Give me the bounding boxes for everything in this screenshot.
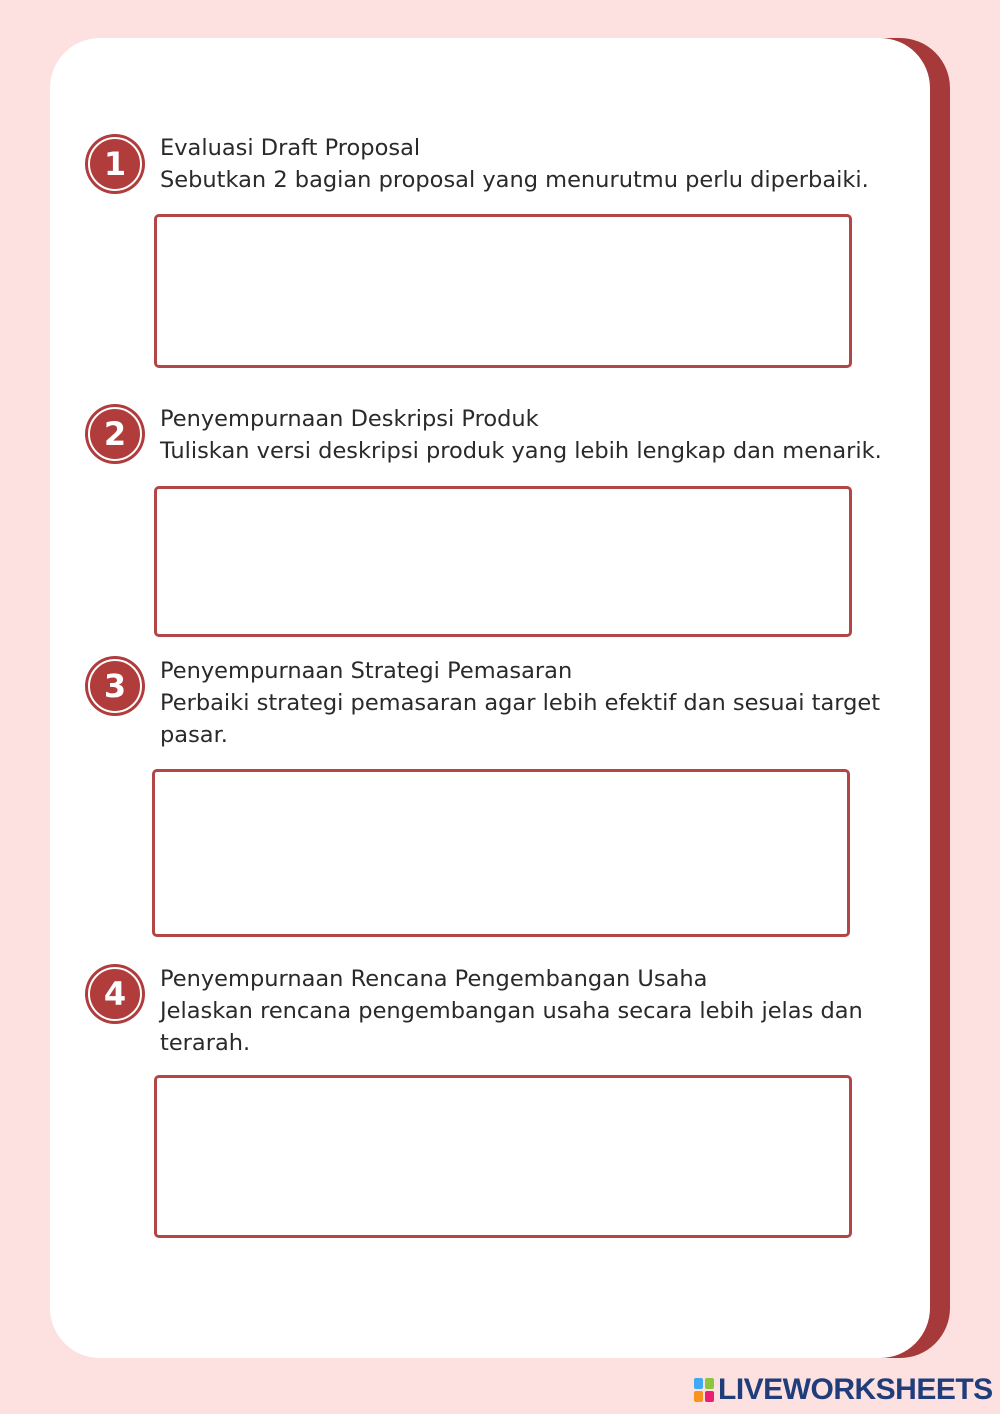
footer-logo[interactable]: [694, 1372, 993, 1408]
question-title: Evaluasi Draft Proposal: [160, 135, 421, 161]
answer-box-4[interactable]: [154, 1075, 852, 1238]
question-number: 4: [103, 975, 127, 1013]
brand-name: LIVEWORKSHEETS: [718, 1373, 993, 1406]
question-text: [160, 132, 920, 196]
question-text: [160, 655, 920, 751]
worksheet-card: [50, 38, 930, 1358]
answer-box-3[interactable]: [152, 769, 850, 937]
question-instruction: Sebutkan 2 bagian proposal yang menurutmu perlu diperbaiki.: [160, 167, 869, 193]
question-instruction: Perbaiki strategi pemasaran agar lebih efektif dan sesuai target pasar.: [160, 690, 881, 748]
question-number: 1: [103, 145, 127, 183]
question-number-badge: [85, 134, 145, 194]
question-text: [160, 963, 920, 1059]
question-instruction: Tuliskan versi deskripsi produk yang lebih lengkap dan menarik.: [160, 438, 882, 464]
question-title: Penyempurnaan Strategi Pemasaran: [160, 658, 573, 684]
question-number: 3: [103, 667, 127, 705]
question-text: [160, 403, 920, 467]
liveworksheets-logo-icon: [694, 1378, 714, 1402]
question-number-badge: [85, 656, 145, 716]
question-number-badge: [85, 964, 145, 1024]
question-title: Penyempurnaan Rencana Pengembangan Usaha: [160, 966, 708, 992]
answer-box-2[interactable]: [154, 486, 852, 637]
question-number-badge: [85, 404, 145, 464]
question-number: 2: [103, 415, 127, 453]
question-title: Penyempurnaan Deskripsi Produk: [160, 406, 539, 432]
answer-box-1[interactable]: [154, 214, 852, 368]
question-instruction: Jelaskan rencana pengembangan usaha secara lebih jelas dan terarah.: [160, 998, 863, 1056]
